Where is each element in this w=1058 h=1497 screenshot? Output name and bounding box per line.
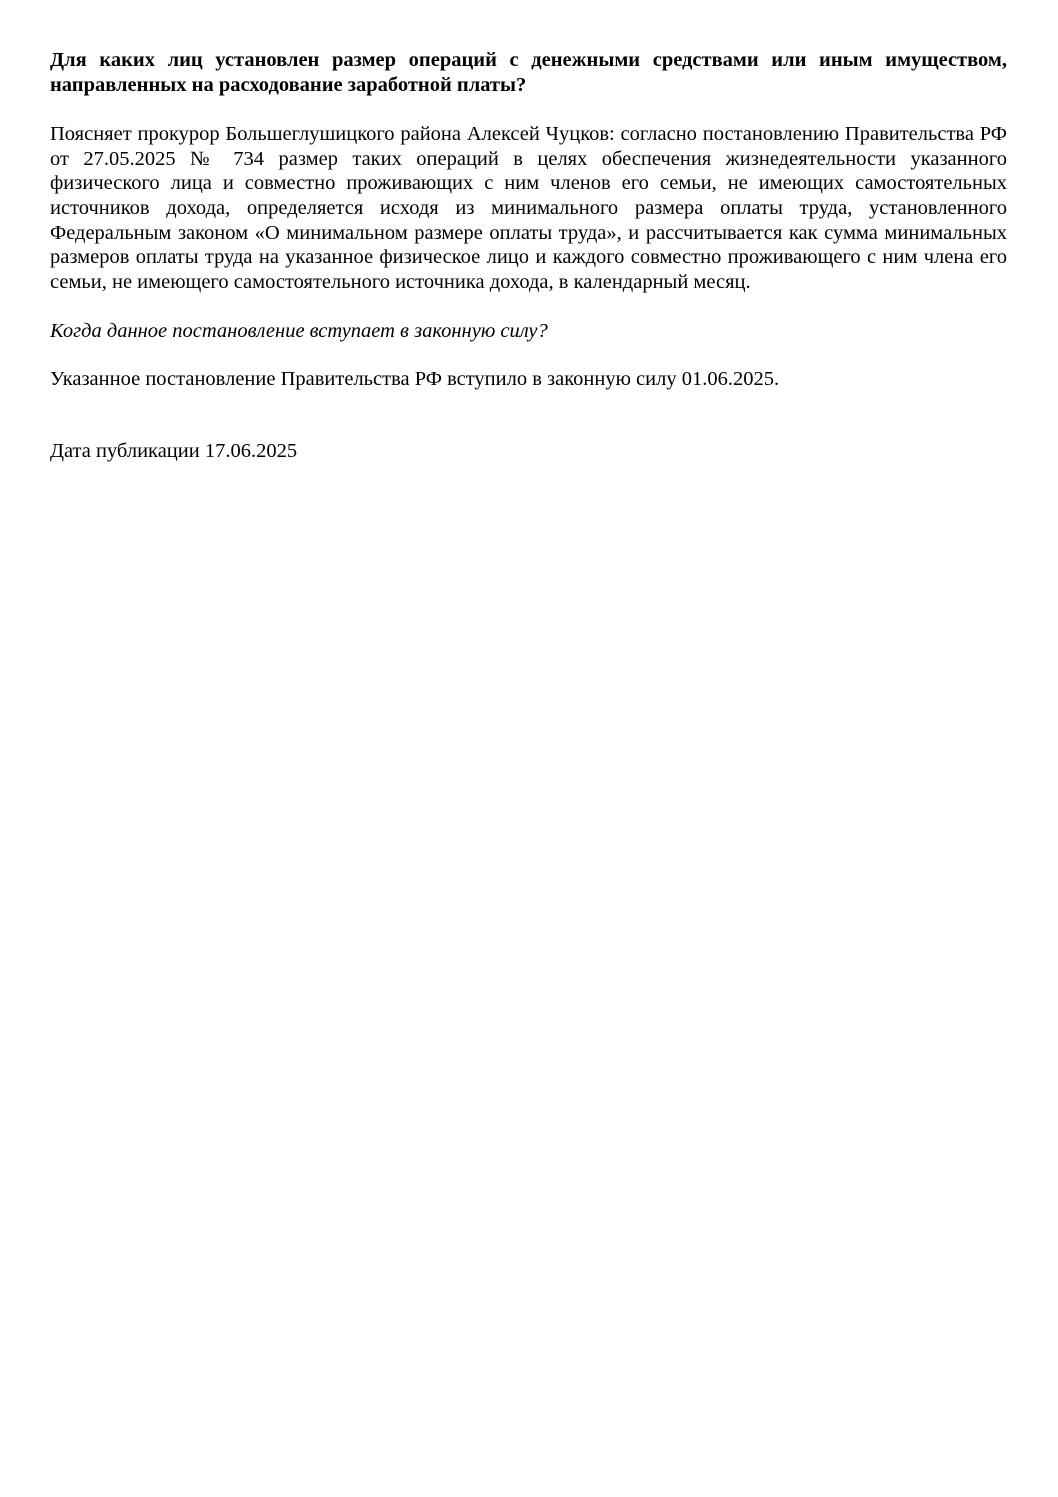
answer-paragraph: Указанное постановление Правительства РФ вступило в законную силу 01.06.2025. [50, 367, 780, 390]
explanation-paragraph: Поясняет прокурор Большеглушицкого района Алексей Чуцков: согласно постановлению Правительства РФ от 27.05.2025 № 734 размер таких операций в целях обеспечения жизнедеятельности указанного физического лица и совместно проживающих с ним членов его семьи, не имеющих самостоятельных источников дохода, определяется исходя из минимального размера оплаты труда, установленного Федеральным законом «О минимальном размере оплаты труда», и рассчитывается как сумма минимальных размеров оплаты труда на указанное физическое лицо и каждого совместно проживающего с ним члена его семьи, не имеющего самостоятельного источника дохода, в календарный месяц. [50, 123, 1007, 293]
question-paragraph: Когда данное постановление вступает в законную силу? [50, 320, 548, 343]
document-page [50, 48, 1007, 463]
document-heading: Для каких лиц установлен размер операций с денежными средствами или иным имуществом, направленных на расходование заработной платы? [50, 49, 1007, 96]
publication-date: Дата публикации 17.06.2025 [50, 439, 298, 462]
